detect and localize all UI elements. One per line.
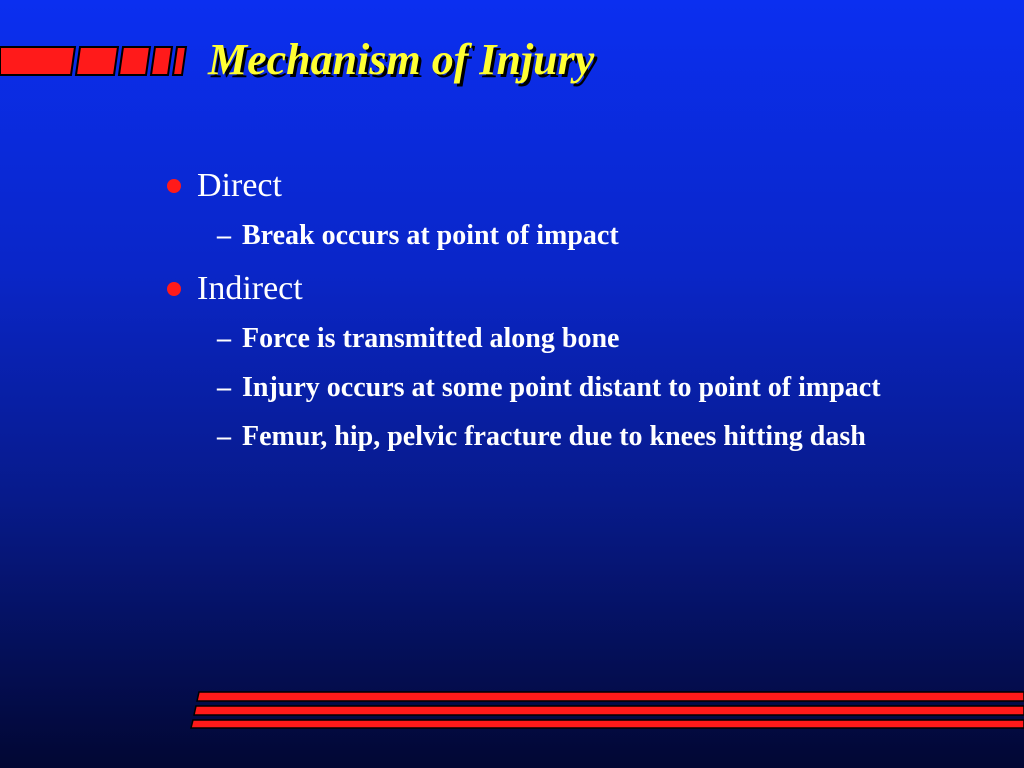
- sub-bullet-item: [160, 369, 980, 406]
- bullet-text: Direct: [197, 167, 282, 204]
- sub-bullet-item: [160, 418, 980, 455]
- sub-bullet-item: [160, 320, 980, 357]
- bullet-text: Indirect: [197, 270, 303, 307]
- sub-bullet-item: [160, 217, 980, 254]
- bullet-item-direct: [160, 165, 980, 207]
- sub-bullet-text: Femur, hip, pelvic fracture due to knees hitting dash: [242, 421, 866, 452]
- dash-marker: –: [217, 421, 231, 452]
- bullet-dot-icon: [167, 282, 181, 296]
- slide-title: Mechanism of Injury: [208, 35, 595, 84]
- bullet-item-indirect: [160, 268, 980, 310]
- dash-marker: –: [217, 220, 231, 251]
- title-decoration-bars: [0, 44, 190, 78]
- sub-bullet-text: Break occurs at point of impact: [242, 220, 619, 251]
- sub-bullet-text: Force is transmitted along bone: [242, 323, 620, 354]
- dash-marker: –: [217, 372, 231, 403]
- bullet-dot-icon: [167, 179, 181, 193]
- footer-decoration-lines: [188, 690, 1024, 730]
- bullet-list: [160, 165, 980, 455]
- sub-bullet-text: Injury occurs at some point distant to point of impact: [242, 372, 881, 403]
- dash-marker: –: [217, 323, 231, 354]
